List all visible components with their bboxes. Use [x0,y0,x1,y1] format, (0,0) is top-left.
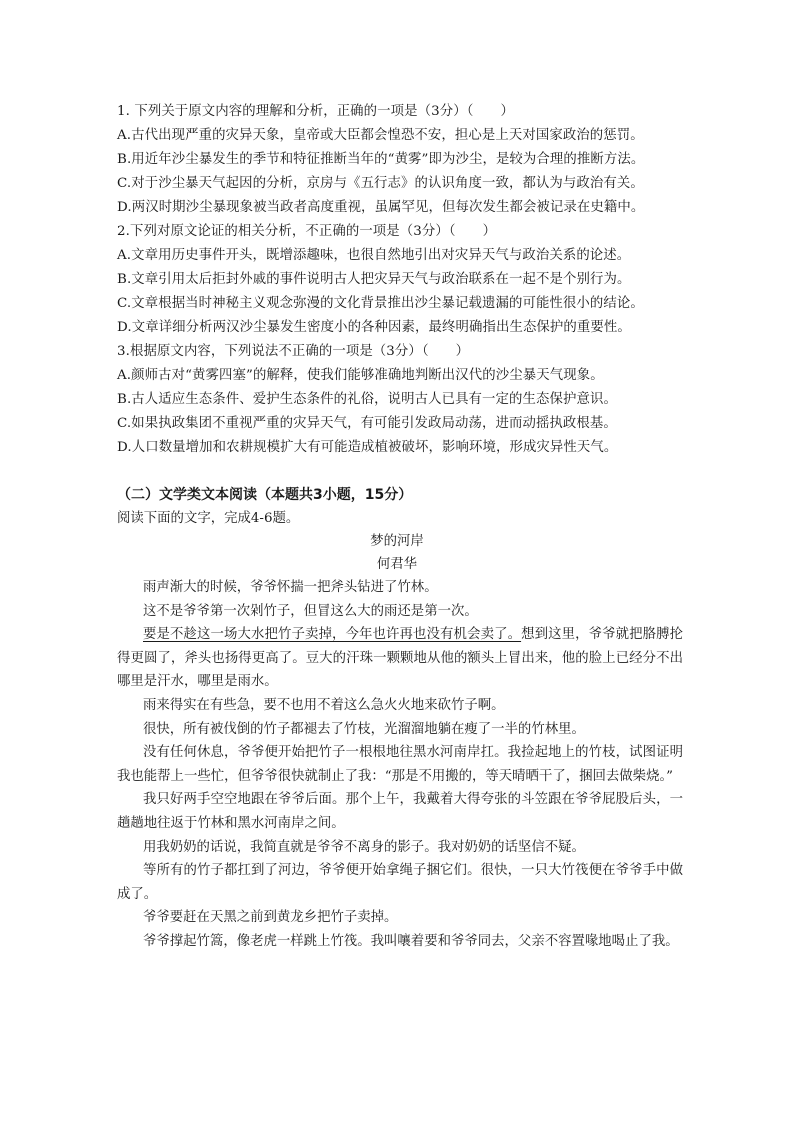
story-paragraph: 爷爷要赶在天黑之前到黄龙乡把竹子卖掉。 [143,910,398,926]
question-stem: 3.根据原文内容，下列说法不正确的一项是（3分）（ ） [117,344,470,359]
story-paragraph: 很快，所有被伐倒的竹子都褪去了竹枝，光溜溜地躺在瘦了一半的竹林里。 [143,721,585,737]
option-c: C.对于沙尘暴天气起因的分析，京房与《五行志》的认识角度一致，都认为与政治有关。 [117,176,644,191]
option-a: A.文章用历史事件开头，既增添趣味，也很自然地引出对灾异天气与政治关系的论述。 [117,248,631,263]
story-paragraph: 我只好两手空空地跟在爷爷后面。那个上午，我戴着大得夸张的斗笠跟在爷爷屁股后头，一趟趟地往返于竹林和黑水河南岸之间。 [117,792,683,831]
story-paragraph: 爷爷撑起竹篙，像老虎一样跳上竹筏。我叫嚷着要和爷爷同去，父亲不容置喙地喝止了我。 [143,933,679,949]
story-paragraph: 这不是爷爷第一次剁竹子，但冒这么大的雨还是第一次。 [143,603,478,619]
option-b: B.文章引用太后拒封外戚的事件说明古人把灾异天气与政治联系在一起不是个别行为。 [117,272,631,287]
paragraph-text: 想到这里，爷爷就把胳膊抡得更圆了，斧头也扬得更高了。豆大的汗珠一颗颗地从他的额头上冒出来，他的脸上已经分不出哪里是汗水，哪里是雨水。 [117,627,683,690]
option-d: D.人口数量增加和农耕规模扩大有可能造成植被破坏，影响环境，形成灾异性天气。 [117,440,618,455]
question-stem: 1. 下列关于原文内容的理解和分析，正确的一项是（3分）（ ） [117,104,514,119]
option-b: B.用近年沙尘暴发生的季节和特征推断当年的“黄雾”即为沙尘，是较为合理的推断方法。 [117,152,645,167]
option-c: C.文章根据当时神秘主义观念弥漫的文化背景推出沙尘暴记载遗漏的可能性很小的结论。 [117,296,644,311]
story-paragraph: 雨声渐大的时候，爷爷怀揣一把斧头钻进了竹林。 [143,580,438,595]
question-1 [117,100,687,220]
story-author: 何君华 [376,557,418,572]
underlined-sentence: 要是不趁这一场大水把竹子卖掉，今年也许再也没有机会卖了。 [143,627,522,643]
option-d: D.文章详细分析两汉沙尘暴发生密度小的各种因素，最终明确指出生态保护的重要性。 [117,320,631,335]
story-title: 梦的河岸 [370,534,424,549]
story-paragraph: 等所有的竹子都扛到了河边，爷爷便开始拿绳子捆它们。很快，一只大竹筏便在爷爷手中做成了。 [117,863,683,902]
option-d: D.两汉时期沙尘暴现象被当政者高度重视，虽属罕见，但每次发生都会被记录在史籍中。 [117,200,645,215]
option-b: B.古人适应生态条件、爱护生态条件的礼俗，说明古人已具有一定的生态保护意识。 [117,392,617,407]
question-3 [117,340,687,460]
literary-reading-section [117,483,697,954]
section-heading: （二）文学类文本阅读（本题共3小题，15分） [117,487,413,503]
story-paragraph: 没有任何休息，爷爷便开始把竹子一根根地往黑水河南岸扛。我捡起地上的竹枝，试图证明我也能帮上一些忙，但爷爷很快就制止了我：“那是不用搬的，等天晴晒干了，捆回去做柴烧。” [117,745,683,784]
option-a: A.古代出现严重的灾异天象，皇帝或大臣都会惶恐不安，担心是上天对国家政治的惩罚。 [117,128,644,143]
question-2 [117,220,687,340]
option-c: C.如果执政集团不重视严重的灾异天气，有可能引发政局动荡，进而动摇执政根基。 [117,416,617,431]
story-paragraph: 雨来得实在有些急，要不也用不着这么急火火地来砍竹子啊。 [143,697,505,713]
option-a: A.颜师古对“黄雾四塞”的解释，使我们能够准确地判断出汉代的沙尘暴天气现象。 [117,368,604,383]
question-stem: 2.下列对原文论证的相关分析，不正确的一项是（3分）（ ） [117,224,497,239]
story-paragraph-with-underline [117,623,683,694]
section-instruction: 阅读下面的文字，完成4-6题。 [117,511,300,526]
story-paragraph: 用我奶奶的话说，我简直就是爷爷不离身的影子。我对奶奶的话坚信不疑。 [143,839,585,855]
multiple-choice-questions [117,100,687,460]
